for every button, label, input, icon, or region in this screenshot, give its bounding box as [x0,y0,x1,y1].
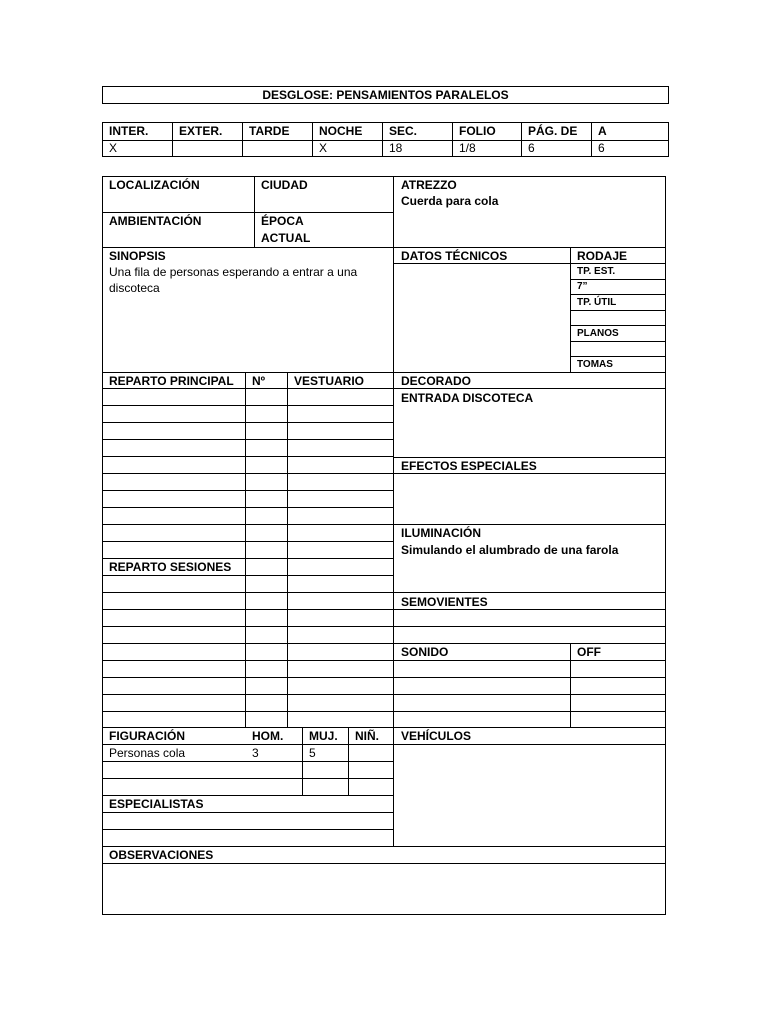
header-divider [102,140,669,141]
header-label-noche: NOCHE [319,124,363,138]
figuracion-label: FIGURACIÓN [109,729,185,743]
sinopsis-label: SINOPSIS [109,249,166,263]
efectos-especiales-label: EFECTOS ESPECIALES [401,459,537,473]
iluminacion-label: ILUMINACIÓN [401,526,481,540]
header-value-inter: X [109,141,118,155]
sonido-value: OFF [577,645,601,659]
observaciones-label: OBSERVACIONES [109,848,214,862]
header-label-tarde: TARDE [249,124,290,138]
column-divider [393,176,394,847]
tp-est-value: 7” [577,281,588,292]
reparto-num-label: Nº [252,374,266,388]
epoca-label: ÉPOCA [261,214,304,228]
sinopsis-value: Una fila de personas esperando a entrar a una discoteca [109,265,358,295]
tp-util-label: TP. ÚTIL [577,297,617,308]
header-label-exter: EXTER. [179,124,223,138]
datos-tecnicos-label: DATOS TÉCNICOS [401,249,508,263]
figuracion-row-muj: 5 [309,746,316,760]
vehiculos-label: VEHÍCULOS [401,729,472,743]
especialistas-label: ESPECIALISTAS [109,797,204,811]
header-label-sec: SEC. [389,124,418,138]
iluminacion-value: Simulando el alumbrado de una farola [401,543,619,557]
figuracion-row-hom: 3 [252,746,259,760]
rodaje-label: RODAJE [577,249,628,263]
figuracion-row-name: Personas cola [109,746,186,760]
decorado-value: ENTRADA DISCOTECA [401,391,534,405]
header-label-pag-de: PÁG. DE [528,124,578,138]
figuracion-hom-label: HOM. [252,729,284,743]
planos-label: PLANOS [577,328,619,339]
epoca-value: ACTUAL [261,231,311,245]
ciudad-label: CIUDAD [261,178,308,192]
decorado-label: DECORADO [401,374,472,388]
figuracion-nin-label: NIÑ. [355,729,379,743]
header-value-sec: 18 [389,141,403,155]
header-label-a: A [598,124,607,138]
semovientes-label: SEMOVIENTES [401,595,488,609]
header-value-noche: X [319,141,328,155]
reparto-principal-label: REPARTO PRINCIPAL [109,374,234,388]
tp-est-label: TP. EST. [577,266,616,277]
page-title: DESGLOSE: PENSAMIENTOS PARALELOS [262,88,509,102]
figuracion-muj-label: MUJ. [309,729,338,743]
atrezzo-label: ATREZZO [401,178,457,192]
header-value-a: 6 [598,141,605,155]
header-value-pag-de: 6 [528,141,535,155]
ambientacion-label: AMBIENTACIÓN [109,214,202,228]
sonido-label: SONIDO [401,645,449,659]
atrezzo-value: Cuerda para cola [401,194,499,208]
tomas-label: TOMAS [577,359,613,370]
vestuario-label: VESTUARIO [294,374,365,388]
header-label-folio: FOLIO [459,124,496,138]
localizacion-label: LOCALIZACIÓN [109,178,200,192]
header-label-inter: INTER. [109,124,149,138]
reparto-sesiones-label: REPARTO SESIONES [109,560,232,574]
header-value-folio: 1/8 [459,141,476,155]
